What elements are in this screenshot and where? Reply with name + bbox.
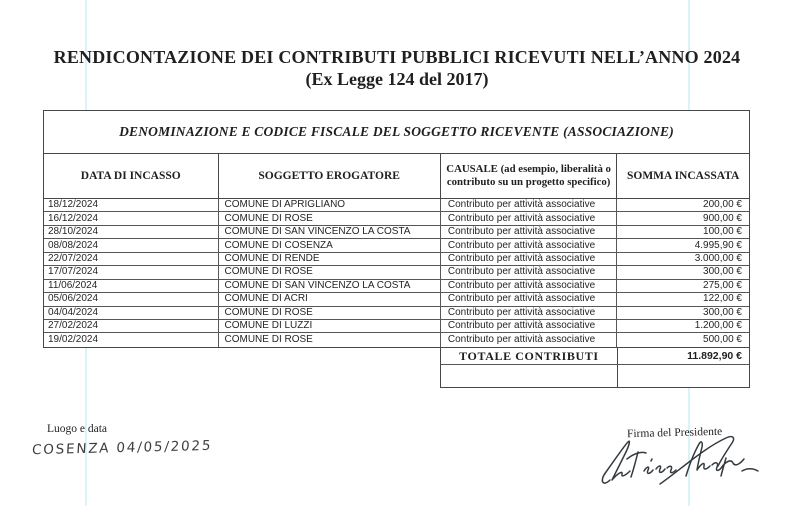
cell-date: 17/07/2024 <box>48 266 99 278</box>
cell-amount: 275,00 € <box>616 280 749 292</box>
cell-payer: COMUNE DI ROSE <box>218 266 440 278</box>
table-row <box>44 253 749 266</box>
cell-payer: COMUNE DI APRIGLIANO <box>218 199 440 211</box>
cell-payer: COMUNE DI ROSE <box>218 307 440 319</box>
total-label: TOTALE CONTRIBUTI <box>459 348 599 363</box>
cell-date: 27/02/2024 <box>48 320 99 332</box>
table-row <box>44 226 749 239</box>
cell-date: 18/12/2024 <box>48 199 99 211</box>
col-header-causale: CAUSALE (ad esempio, liberalità o contributo su un progetto specifico) <box>440 154 617 198</box>
cell-date: 19/02/2024 <box>48 334 99 346</box>
cell-amount: 300,00 € <box>616 307 749 319</box>
cell-amount: 122,00 € <box>616 293 749 305</box>
table-row <box>44 199 749 212</box>
cell-amount: 4.995,90 € <box>616 239 749 251</box>
contributions-table <box>43 110 750 348</box>
totals-box <box>440 348 750 388</box>
totale-row <box>441 348 749 365</box>
cell-payer: COMUNE DI SAN VINCENZO LA COSTA <box>218 280 440 292</box>
col-header-somma-incassata: SOMMA INCASSATA <box>616 154 749 198</box>
cell-date: 08/08/2024 <box>48 239 99 251</box>
cell-payer: COMUNE DI ACRI <box>218 293 440 305</box>
cell-causale: Contributo per attività associative <box>440 307 617 319</box>
cell-date: 11/06/2024 <box>48 279 98 291</box>
cell-date: 28/10/2024 <box>48 226 99 238</box>
cell-amount: 3.000,00 € <box>616 253 749 265</box>
cell-causale: Contributo per attività associative <box>440 253 617 265</box>
table-row <box>44 307 749 320</box>
cell-causale: Contributo per attività associative <box>440 199 617 211</box>
table-row <box>44 266 749 279</box>
cell-causale: Contributo per attività associative <box>440 333 617 346</box>
cell-amount: 500,00 € <box>616 333 749 346</box>
page-title-line2: (Ex Legge 124 del 2017) <box>305 69 489 89</box>
cell-causale: Contributo per attività associative <box>440 293 617 305</box>
cell-amount: 100,00 € <box>616 226 749 238</box>
firma-del-presidente-label: Firma del Presidente <box>626 425 723 441</box>
cell-date: 16/12/2024 <box>48 212 99 224</box>
cell-date: 22/07/2024 <box>48 252 99 264</box>
luogo-e-data-label: Luogo e data <box>47 423 108 435</box>
cell-amount: 900,00 € <box>616 212 749 224</box>
cell-amount: 300,00 € <box>616 266 749 278</box>
cell-payer: COMUNE DI ROSE <box>218 333 440 346</box>
cell-causale: Contributo per attività associative <box>440 266 617 278</box>
president-signature <box>598 430 766 490</box>
cell-causale: Contributo per attività associative <box>440 212 617 224</box>
col-header-soggetto-erogatore: SOGGETTO EROGATORE <box>218 154 440 198</box>
page-title-line1: RENDICONTAZIONE DEI CONTRIBUTI PUBBLICI RICEVUTI NELL’ANNO 2024 <box>53 47 741 67</box>
table-row <box>44 280 749 293</box>
denominazione-banner: DENOMINAZIONE E CODICE FISCALE DEL SOGGETTO RICEVENTE (ASSOCIAZIONE) <box>44 111 749 154</box>
cell-payer: COMUNE DI SAN VINCENZO LA COSTA <box>218 226 440 238</box>
cell-amount: 1.200,00 € <box>616 320 749 332</box>
empty-row <box>441 365 749 387</box>
cell-date: 05/06/2024 <box>48 293 99 305</box>
table-row <box>44 212 749 225</box>
cell-date: 04/04/2024 <box>48 306 99 318</box>
table-row <box>44 293 749 306</box>
table-header-row <box>44 154 749 199</box>
document-title <box>0 46 794 90</box>
col-header-data-incasso: DATA DI INCASSO <box>80 169 181 182</box>
cell-causale: Contributo per attività associative <box>440 320 617 332</box>
cell-amount: 200,00 € <box>616 199 749 211</box>
handwritten-place-date: COSENZA 04/05/2025 <box>31 437 213 459</box>
cell-causale: Contributo per attività associative <box>440 226 617 238</box>
table-row <box>44 320 749 333</box>
cell-payer: COMUNE DI COSENZA <box>218 239 440 251</box>
cell-causale: Contributo per attività associative <box>440 239 617 251</box>
cell-causale: Contributo per attività associative <box>440 280 617 292</box>
empty-cell <box>441 365 618 387</box>
table-row <box>44 333 749 346</box>
cell-payer: COMUNE DI RENDE <box>218 253 440 265</box>
cell-payer: COMUNE DI LUZZI <box>218 320 440 332</box>
table-row <box>44 239 749 252</box>
total-amount: 11.892,90 € <box>617 348 749 364</box>
cell-payer: COMUNE DI ROSE <box>218 212 440 224</box>
